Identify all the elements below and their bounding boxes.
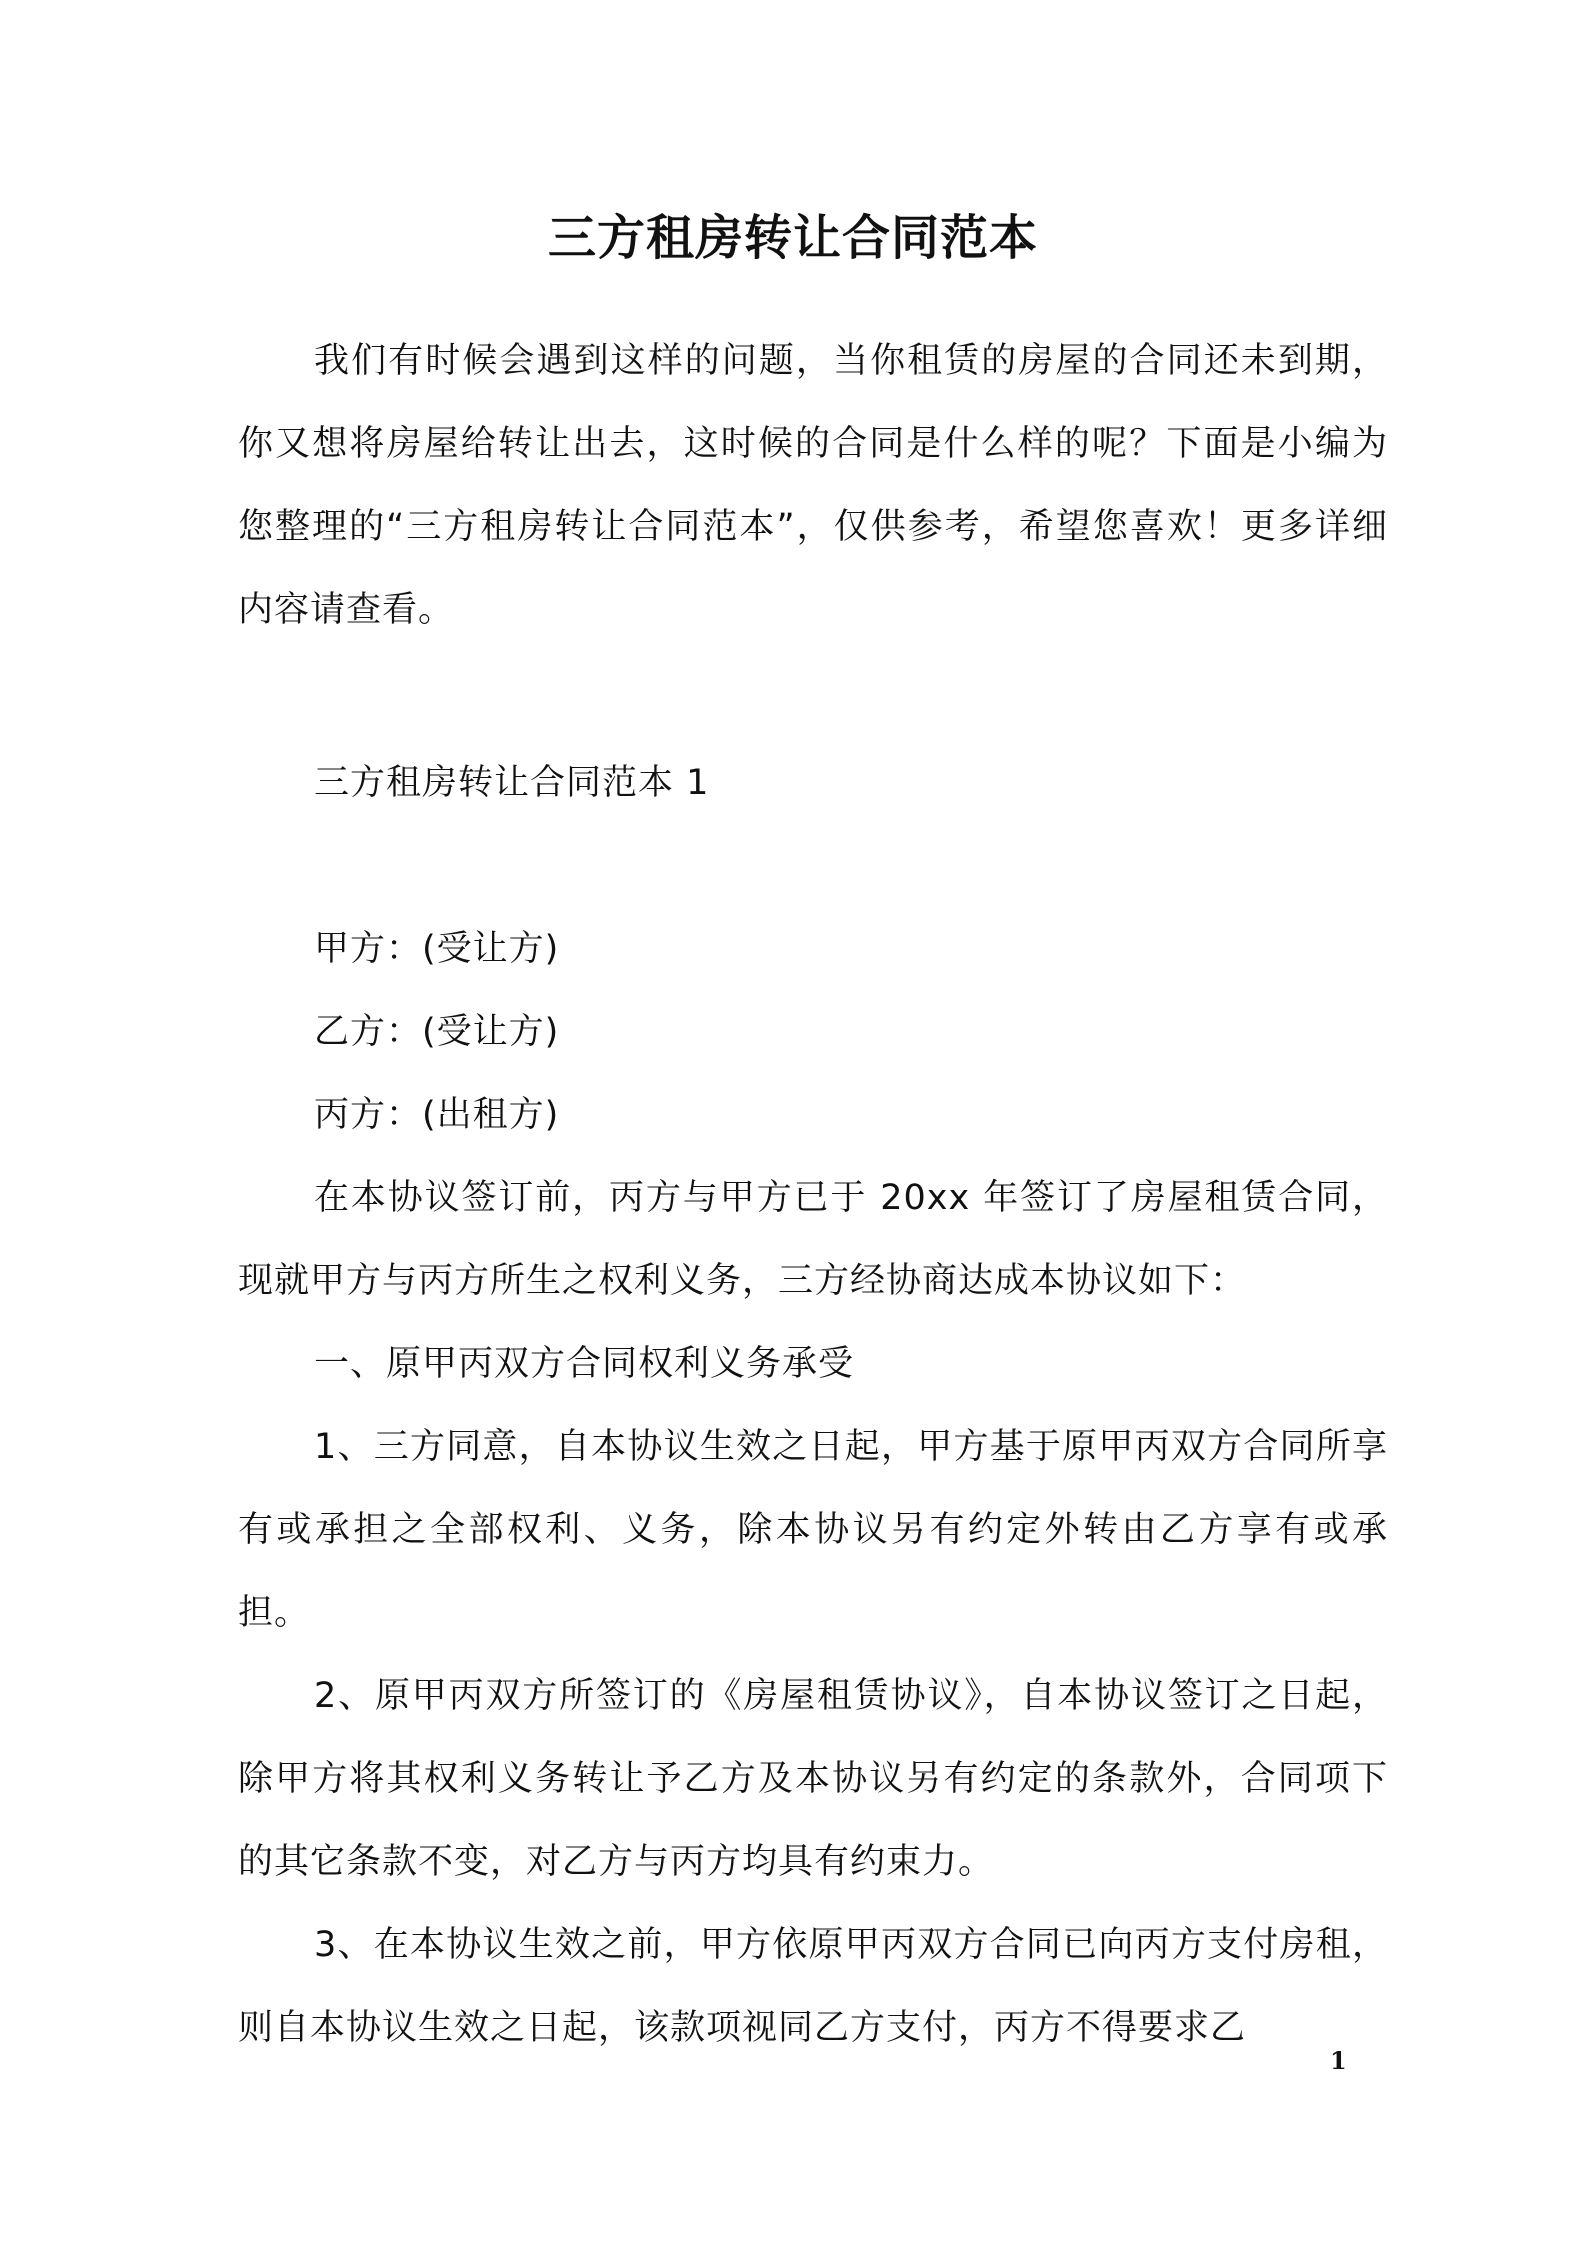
clause-2-paragraph: 2、原甲丙双方所签订的《房屋租赁协议》，自本协议签订之日起，除甲方将其权利义务转让予乙方及本协议另有约定的条款外，合同项下的其它条款不变，对乙方与丙方均具有约束力。: [238, 1676, 1388, 1882]
party-a-line: 甲方：(受让方): [314, 929, 560, 969]
clause-1-paragraph: 1、三方同意，自本协议生效之日起，甲方基于原甲丙双方合同所享有或承担之全部权利、义务，除本协议另有约定外转由乙方享有或承担。: [238, 1427, 1388, 1633]
preamble-paragraph: 在本协议签订前，丙方与甲方已于 20xx 年签订了房屋租赁合同，现就甲方与丙方所生之权利义务，三方经协商达成本协议如下：: [238, 1178, 1388, 1301]
party-b-line: 乙方：(受让方): [314, 1012, 560, 1052]
clause-heading: 一、原甲丙双方合同权利义务承受: [314, 1344, 855, 1384]
section-heading: 三方租房转让合同范本 1: [314, 763, 710, 803]
page-number: 1: [1330, 2046, 1347, 2075]
party-c-line: 丙方：(出租方): [314, 1095, 560, 1135]
document-title: 三方租房转让合同范本: [547, 210, 1038, 266]
clause-3-paragraph: 3、在本协议生效之前，甲方依原甲丙双方合同已向丙方支付房租，则自本协议生效之日起，该款项视同乙方支付，丙方不得要求乙: [238, 1925, 1388, 2048]
intro-paragraph: 我们有时候会遇到这样的问题，当你租赁的房屋的合同还未到期，你又想将房屋给转让出去，这时候的合同是什么样的呢？下面是小编为您整理的“三方租房转让合同范本”，仅供参考，希望您喜欢！更多详细内容请查看。: [238, 341, 1388, 630]
